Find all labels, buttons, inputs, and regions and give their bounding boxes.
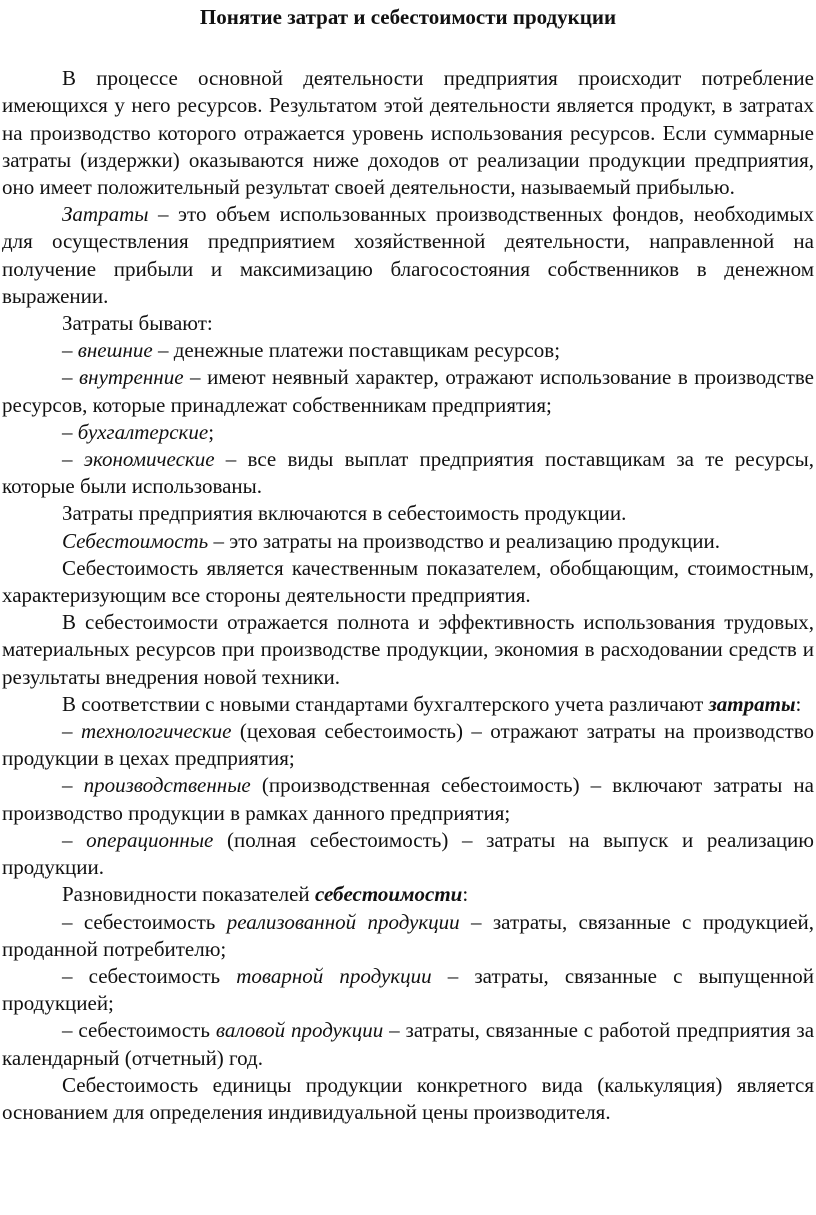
- paragraph-unit-cost: Себестоимость единицы продукции конкретного вида (калькуляция) является основанием для определения индивидуальной цены производителя.: [2, 1072, 814, 1124]
- list-item-text: – затраты, связанные с продукцией, проданной потребителю;: [2, 909, 815, 961]
- list-item-text: (полная себестоимость) – затраты на выпуск и реализацию продукции.: [2, 827, 814, 880]
- term-commodity-products: товарной продукции: [236, 963, 432, 988]
- list-dash: –: [62, 447, 84, 472]
- list-item-external: [2, 337, 814, 364]
- list-item-internal: [2, 364, 814, 418]
- list-item-production: [2, 772, 814, 826]
- list-item-text: – все виды выплат предприятия поставщикам за те ресурсы, которые были использованы.: [2, 447, 814, 499]
- list-item-gross-products: [2, 1017, 814, 1071]
- list-item-text: (цеховая себестоимость) – отражают затраты на производство продукции в цехах предприятия;: [2, 719, 814, 771]
- list-item-lead: себестоимость: [78, 1018, 216, 1043]
- paragraph-efficiency: В себестоимости отражается полнота и эффективность использования трудовых, материальных ресурсов при производстве продукции, экономия в расходовании средств и результаты внедрения новой техники.: [2, 610, 814, 689]
- term-costs-bold: затраты: [708, 691, 796, 716]
- paragraph-intro: В процессе основной деятельности предприятия происходит потребление имеющихся у него ресурсов. Результатом этой деятельности является продукт, в затратах на производство которого отражается уровень использования ресурсов. Если суммарные затраты (издержки) оказываются ниже доходов от реализации продукции предприятия, оно имеет положительный результат своей деятельности, называемый прибылью.: [2, 66, 814, 200]
- costs-definition-text: – это объем использованных производственных фондов, необходимых для осуществления предприятием хозяйственной деятельности, направленной на получение прибыли и максимизацию благосостояния собственников в денежном выражении.: [2, 202, 814, 308]
- list-item-text: ;: [208, 419, 215, 444]
- list-item-text: – затраты, связанные с выпущенной продукцией;: [2, 963, 814, 1016]
- list-dash: –: [62, 365, 80, 390]
- list-item-technological: [2, 718, 814, 772]
- list-dash: –: [62, 419, 78, 444]
- paragraph-costs-included: Затраты предприятия включаются в себестоимость продукции.: [62, 501, 627, 526]
- list-item-text: – затраты, связанные с работой предприятия за календарный (отчетный) год.: [2, 1018, 815, 1070]
- paragraph-quality-indicator: Себестоимость является качественным показателем, обобщающим, стоимостным, характеризующим все стороны деятельности предприятия.: [2, 555, 814, 608]
- list-dash: –: [62, 909, 84, 934]
- list-item-commodity-products: [2, 963, 814, 1017]
- cost-price-definition-text: – это затраты на производство и реализацию продукции.: [208, 528, 720, 553]
- term-gross-products: валовой продукции: [215, 1018, 384, 1043]
- list-item-accounting: [2, 419, 814, 446]
- list-item-lead: себестоимость: [88, 963, 237, 988]
- term-production: производственные: [83, 773, 251, 798]
- paragraph-cost-price-definition: [2, 528, 814, 555]
- list-item-operational: [2, 827, 814, 881]
- term-economic: экономические: [83, 447, 215, 472]
- document-title: Понятие затрат и себестоимости продукции: [199, 5, 617, 29]
- list-item-economic: [2, 446, 814, 500]
- term-accounting: бухгалтерские: [77, 419, 209, 444]
- list-dash: –: [62, 773, 84, 798]
- paragraph-costs-definition: [2, 201, 814, 310]
- term-technological: технологические: [80, 719, 232, 744]
- colon: :: [795, 691, 802, 716]
- term-cost-price: Себестоимость: [62, 528, 209, 553]
- paragraph-costs-types-intro: Затраты бывают:: [62, 311, 213, 336]
- paragraph-cost-indicators: [2, 881, 814, 908]
- list-dash: –: [62, 719, 81, 744]
- indicators-text: Разновидности показателей: [62, 882, 315, 907]
- list-item-text: – денежные платежи поставщикам ресурсов;: [152, 338, 561, 363]
- list-dash: –: [62, 1018, 79, 1043]
- list-item-sold-products: [2, 909, 814, 963]
- list-item-text: (производственная себестоимость) – включают затраты на производство продукции в рамках данного предприятия;: [2, 773, 814, 825]
- list-dash: –: [62, 338, 78, 363]
- term-costs: Затраты: [62, 202, 149, 227]
- term-sold-products: реализованной продукции: [226, 909, 460, 934]
- term-cost-price-bold: себестоимости: [314, 882, 463, 907]
- colon: :: [462, 882, 469, 907]
- term-operational: операционные: [86, 827, 214, 852]
- term-internal: внутренние: [79, 365, 184, 390]
- list-dash: –: [62, 963, 89, 988]
- standards-text: В соответствии с новыми стандартами бухгалтерского учета различают: [62, 691, 709, 716]
- list-item-lead: себестоимость: [83, 909, 227, 934]
- term-external: внешние: [77, 338, 153, 363]
- list-item-text: – имеют неявный характер, отражают использование в производстве ресурсов, которые принадлежат собственникам предприятия;: [2, 365, 815, 417]
- list-dash: –: [62, 827, 87, 852]
- paragraph-standards: [2, 691, 814, 718]
